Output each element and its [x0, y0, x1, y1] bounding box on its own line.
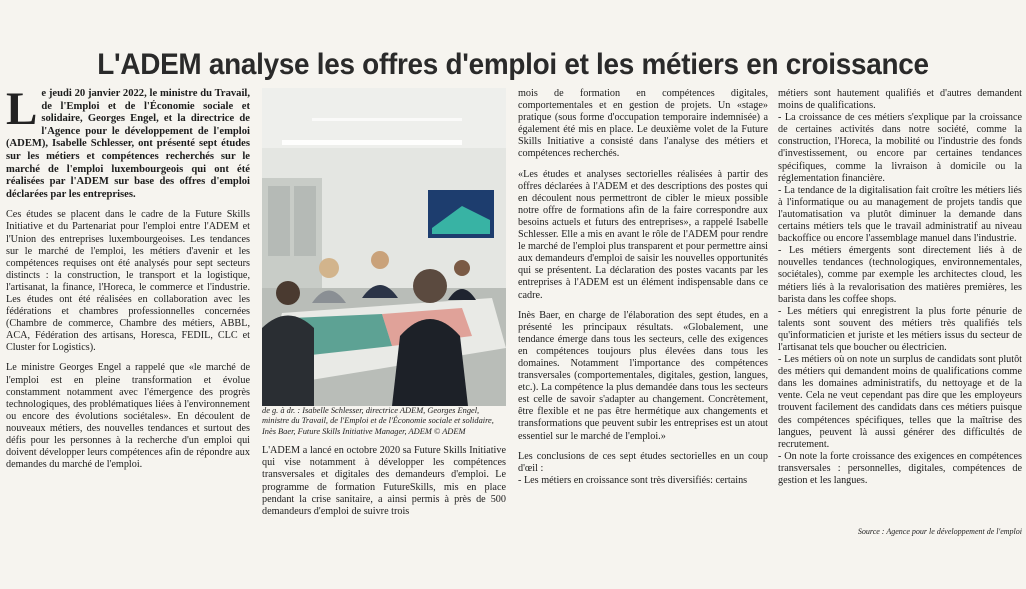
paragraph: métiers sont hautement qualifiés et d'autres demandent moins de qualifications.	[778, 88, 1022, 112]
meeting-photo-illustration	[262, 88, 506, 406]
headline: L'ADEM analyse les offres d'emploi et les métiers en croissance	[97, 48, 929, 82]
meeting-photo	[262, 88, 506, 406]
paragraph: - Les métiers en croissance sont très diversifiés: certains	[518, 474, 748, 486]
paragraph: «Les études et analyses sectorielles réalisées à partir des offres déclarées à l'ADEM et des descriptions des postes qui en découlent nous permettront de cibler le mieux possible notre offre de formations afin de la faire correspondre aux besoins actuels et futurs des entreprises», a rappelé Isabelle Schlesser. Elle a mis en avant le rôle de l'ADEM pour rendre le marché de l'emploi plus transparent et pour permettre ainsi aux demandeurs d'emploi de saisir les nouvelles opportunités qui se présentent. La déclaration des postes vacants par les entreprises à l'ADEM est un élément indispensable dans ce cadre.	[518, 168, 768, 301]
photo-caption: de g. à dr. : Isabelle Schlesser, directrice ADEM, Georges Engel, ministre du Travail, de l'Emploi et de l'Économie sociale et solidaire, Inès Baer, Future Skills Initiative Manager, ADEM © ADEM	[262, 406, 494, 436]
paragraph: mois de formation en compétences digitales, comportementales et en gestion de projets. Un «stage» pratique (sous forme d'occupation temporaire indemnisée) a également été mis en place. Le deuxième volet de la Future Skills Initiative a consisté dans l'analyse des métiers et compétences recherchés.	[518, 88, 768, 160]
lead-text: e jeudi 20 janvier 2022, le ministre du Travail, de l'Emploi et de l'Économie sociale et solidaire, Georges Engel, et la directrice de l'Agence pour le développement de l'emploi (ADEM), Isabelle Schlesser, ont présenté sept études sur les métiers et compétences recherchés sur le marché de l'emploi luxembourgeois qui ont été réalisées par l'ADEM sur base des offres d'emploi déclarées par les entreprises.	[6, 88, 250, 200]
list-item: - Les métiers émergents sont directement liés à de nouvelles tendances (technologiques, environnementales, sociétales), comme par exemple les architectes cloud, les métiers liés à la revalorisation des matières premières, les barista dans les coffee shops.	[778, 245, 1022, 305]
column-2	[262, 88, 506, 526]
list-item: - Les métiers qui enregistrent la plus forte pénurie de talents sont souvent des métiers très qualifiés tels qu'informaticien et juriste et les métiers issus du secteur de l'artisanat tels que boucher ou électricien.	[778, 305, 1022, 353]
list-item: - On note la forte croissance des exigences en compétences transversales : personnelles, digitales, compétences de gestion et les langues.	[778, 450, 1022, 486]
source-credit: Source : Agence pour le développement de l'emploi	[857, 527, 1022, 536]
list-item: - La croissance de ces métiers s'explique par la croissance de certaines activités dans notre société, comme la construction, l'Horeca, la mobilité ou l'industrie des fonds d'investissement, ou encore par certaines tendances spécifiques, comme la livraison à domicile ou la réglementation financière.	[778, 112, 1022, 184]
paragraph: Ces études se placent dans le cadre de la Future Skills Initiative et du Partenariat pour l'emploi entre l'ADEM et l'Union des entreprises luxembourgeoises. Les tendances sur le marché de l'emploi, les métiers d'avenir et les compétences requises ont été analysés pour sept secteurs distincts : la construction, le transport et la logistique, l'artisanat, la finance, l'Horeca, le commerce et l'industrie. Les études ont été réalisées en collaboration avec les fédérations et chambres professionnelles concernées (Chambre de commerce, Chambre des métiers, ABBL, ACA, Fédération des artisans, Horesca, FEDIL, CLC et Cluster for Logistics).	[6, 209, 250, 354]
paragraph: Le ministre Georges Engel a rappelé que «le marché de l'emploi est en pleine transformation et évolue constamment notamment avec l'émergence des progrès technologiques, des problématiques liées à l'environnement ou encore des évolutions sociétales». En découlent de nouveaux métiers, des nouvelles tendances et surtout des défis pour les personnes à la recherche d'un emploi qui doivent développer leurs compétences afin de répondre aux demandes du marché de l'emploi.	[6, 362, 250, 471]
column-1	[6, 83, 250, 479]
paragraph: L'ADEM a lancé en octobre 2020 sa Future Skills Initiative qui vise notamment à développer les compétences transversales et digitales des demandeurs d'emploi. Le programme de formation FutureSkills, mis en place pendant la crise sanitaire, a ainsi permis à près de 500 demandeurs d'emploi de suivre trois	[262, 445, 506, 517]
drop-cap: L	[6, 83, 38, 135]
paragraph: Inès Baer, en charge de l'élaboration des sept études, en a présenté les principaux résultats. «Globalement, une tendance émerge dans tous les secteurs, celle des exigences en compétences toujours plus élevées dans tous les domaines. Notamment l'importance des compétences transversales (comportementales, digitales, gestion, langues, etc.). La compétence la plus demandée dans tous les secteurs est celle de savoir s'adapter au changement. Concrètement, être flexible et ne pas être hermétique aux changements et transformations que peuvent subir les entreprises est un atout essentiel sur le marché de l'emploi.»	[518, 309, 768, 442]
list-item: - Les métiers où on note un surplus de candidats sont plutôt des métiers qui demandent moins de qualifications comme dans les domaines administratifs, du nettoyage et de la vente. Cela ne veut cependant pas dire que les employeurs trouvent facilement des candidats dans ces métiers puisque des compétences spécifiques, telles que la maîtrise des langues, peuvent là aussi générer des difficultés de recrutement.	[778, 354, 1022, 450]
list-item: - La tendance de la digitalisation fait croître les métiers liés à l'informatique ou au management de projets tandis que l'automatisation va plutôt diminuer la demande dans certains métiers tels que le travail administratif au niveau backoffice ou encore l'assemblage manuel dans l'industrie.	[778, 184, 1022, 245]
column-3	[518, 88, 768, 495]
paragraph: Les conclusions de ces sept études sectorielles en un coup d'œil :	[518, 450, 768, 474]
column-4	[778, 88, 1022, 487]
lead-paragraph	[6, 83, 250, 201]
